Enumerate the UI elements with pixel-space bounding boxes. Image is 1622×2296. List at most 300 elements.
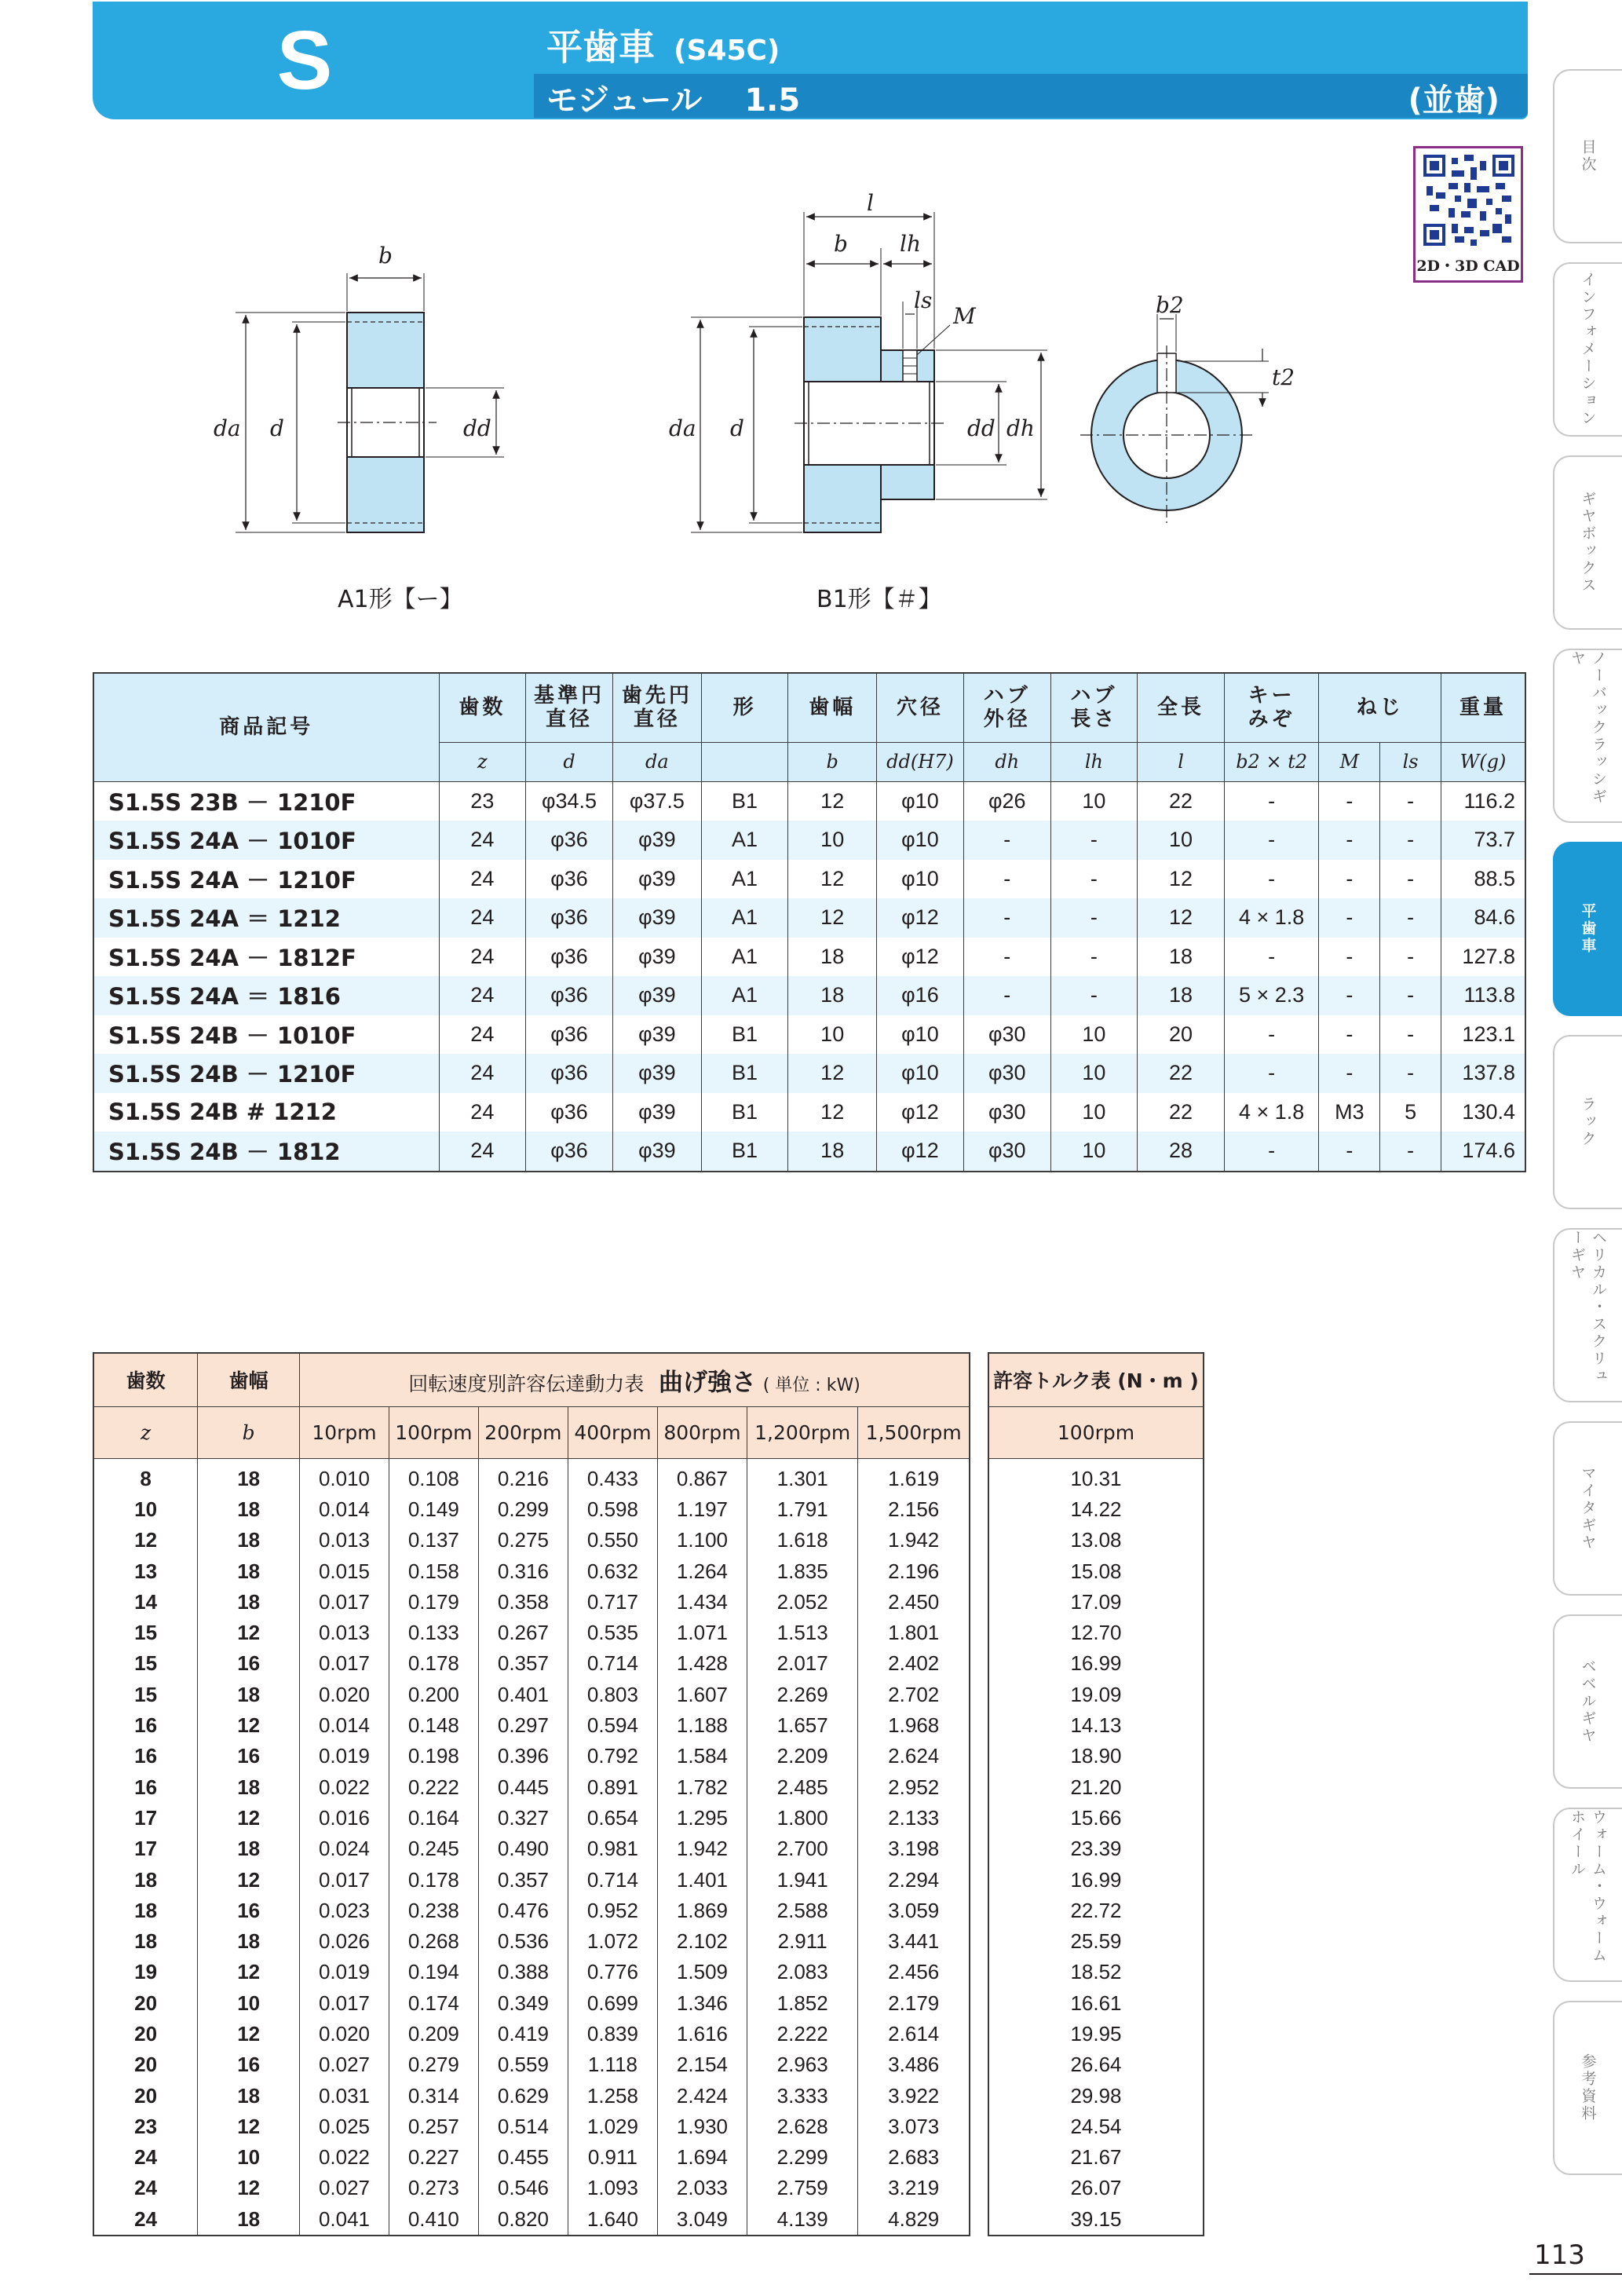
spec-cell: φ39 xyxy=(612,821,701,860)
pw-width-label: 歯幅 xyxy=(228,1369,269,1393)
spec-cell: φ12 xyxy=(877,898,964,938)
tq-value: 19.09 xyxy=(1070,1682,1122,1706)
spec-cell: - xyxy=(1224,860,1319,899)
side-tab-reference[interactable] xyxy=(1553,2001,1622,2175)
tq-speed: 100rpm xyxy=(988,1406,1204,1458)
sym-total-len: l xyxy=(1138,742,1225,781)
spec-cell: B1 xyxy=(701,781,788,821)
pw-value: 0.490 xyxy=(478,1834,568,1864)
tq-value: 14.13 xyxy=(1070,1713,1122,1738)
pw-value: 0.297 xyxy=(478,1710,568,1741)
pw-teeth: 15 xyxy=(93,1618,198,1648)
label-m: M xyxy=(953,303,976,329)
cad-qr-link[interactable] xyxy=(1413,146,1523,283)
side-tab-information[interactable] xyxy=(1553,262,1622,437)
side-tab-bevel[interactable] xyxy=(1553,1614,1622,1789)
spec-cell: φ30 xyxy=(963,1054,1050,1093)
torque-row xyxy=(988,1771,1204,1802)
col-pitch-dia: 基準円 直径 xyxy=(526,673,613,742)
pw-value: 0.013 xyxy=(300,1618,389,1648)
sym-teeth: z xyxy=(439,742,526,781)
pw-teeth: 13 xyxy=(93,1556,198,1586)
pw-value: 1.607 xyxy=(657,1680,747,1710)
power-row xyxy=(93,2080,970,2111)
pw-value: 1.640 xyxy=(568,2204,657,2236)
keyway-end-view xyxy=(1080,314,1269,523)
col-keyway: キー みぞ xyxy=(1224,673,1319,742)
label-t2: t2 xyxy=(1272,364,1295,390)
product-code: S1.5S 24B # 1212 xyxy=(93,1093,439,1132)
spec-cell: 22 xyxy=(1138,781,1225,821)
spec-cell: - xyxy=(1380,821,1441,860)
pw-value: 1.093 xyxy=(568,2173,657,2203)
spec-cell: 28 xyxy=(1138,1132,1225,1172)
spec-cell: φ10 xyxy=(877,860,964,899)
spec-cell: 12 xyxy=(788,860,877,899)
pw-value: 2.017 xyxy=(747,1648,857,1679)
spec-cell: φ36 xyxy=(526,1132,613,1172)
spec-cell: 5 × 2.3 xyxy=(1224,976,1319,1015)
pw-value: 2.456 xyxy=(858,1957,970,1987)
spec-cell: φ36 xyxy=(526,898,613,938)
pw-value: 2.424 xyxy=(657,2080,747,2111)
tq-value: 18.90 xyxy=(1070,1744,1122,1768)
tq-value: 10.31 xyxy=(1070,1466,1122,1490)
spec-cell: 137.8 xyxy=(1441,1054,1526,1093)
pw-value: 0.349 xyxy=(478,1988,568,2019)
torque-table xyxy=(988,1352,1204,2236)
pw-teeth: 10 xyxy=(93,1494,198,1525)
pw-value: 1.197 xyxy=(657,1494,747,1525)
pw-value: 0.268 xyxy=(389,1926,478,1957)
pw-value: 2.156 xyxy=(858,1494,970,1525)
pw-title-unit: ( 単位 : kW) xyxy=(762,1375,860,1395)
power-row xyxy=(93,1834,970,1864)
spec-cell: - xyxy=(963,938,1050,977)
spec-table xyxy=(93,672,1526,1172)
torque-row xyxy=(988,1648,1204,1679)
spec-cell: - xyxy=(1224,781,1319,821)
pw-width: 16 xyxy=(198,2049,300,2080)
pw-title xyxy=(300,1353,970,1406)
spec-cell: φ37.5 xyxy=(612,781,701,821)
sym-bore: dd(H7) xyxy=(877,742,964,781)
tq-value: 18.52 xyxy=(1070,1960,1122,1984)
power-row xyxy=(93,1741,970,1771)
pw-value: 0.981 xyxy=(568,1834,657,1864)
torque-row xyxy=(988,1710,1204,1741)
pw-value: 0.299 xyxy=(478,1494,568,1525)
pw-value: 0.396 xyxy=(478,1741,568,1771)
side-tab-label: ノーバックラッシギヤ xyxy=(1569,650,1607,806)
spec-row xyxy=(93,781,1525,821)
sym-face-width: b xyxy=(788,742,877,781)
spec-cell: M3 xyxy=(1319,1093,1380,1132)
product-code: S1.5S 24A ＝ 1212 xyxy=(93,898,439,938)
pw-value: 1.301 xyxy=(747,1458,857,1494)
spec-cell: B1 xyxy=(701,1015,788,1055)
spec-cell: - xyxy=(1050,898,1138,938)
pw-value: 2.402 xyxy=(858,1648,970,1679)
pw-value: 0.178 xyxy=(389,1864,478,1895)
pw-value: 2.759 xyxy=(747,2173,857,2203)
label-dd-b1: dd xyxy=(967,415,995,441)
col-hub-dia: ハブ 外径 xyxy=(963,673,1050,742)
spec-cell: 73.7 xyxy=(1441,821,1526,860)
pw-speed-header: 800rpm xyxy=(657,1406,747,1458)
pw-value: 3.198 xyxy=(858,1834,970,1864)
tq-value: 24.54 xyxy=(1070,2114,1122,2138)
pw-teeth: 23 xyxy=(93,2111,198,2142)
spec-cell: - xyxy=(1224,938,1319,977)
spec-cell: φ12 xyxy=(877,938,964,977)
pw-value: 2.133 xyxy=(858,1803,970,1834)
pw-value: 1.835 xyxy=(747,1556,857,1586)
side-tab-contents[interactable] xyxy=(1553,69,1622,243)
pw-value: 0.019 xyxy=(300,1957,389,1987)
pw-width: 12 xyxy=(198,1803,300,1834)
product-code: S1.5S 24B － 1010F xyxy=(93,1015,439,1055)
spec-cell: - xyxy=(963,821,1050,860)
label-b: b xyxy=(378,243,393,269)
page-number-rule xyxy=(1529,2273,1622,2275)
pw-width: 16 xyxy=(198,1648,300,1679)
pw-value: 2.702 xyxy=(858,1680,970,1710)
pw-value: 0.717 xyxy=(568,1587,657,1618)
label-dh: dh xyxy=(1006,415,1035,441)
spec-cell: 22 xyxy=(1138,1093,1225,1132)
spec-cell: - xyxy=(1380,860,1441,899)
tq-value: 23.39 xyxy=(1070,1837,1122,1861)
pw-value: 1.509 xyxy=(657,1957,747,1987)
pw-width: 12 xyxy=(198,1710,300,1741)
side-tab-label: ベベルギヤ xyxy=(1579,1658,1597,1745)
pw-teeth: 14 xyxy=(93,1587,198,1618)
module-value: 1.5 xyxy=(744,82,801,119)
pw-teeth: 18 xyxy=(93,1926,198,1957)
torque-row xyxy=(988,1864,1204,1895)
pw-col-teeth xyxy=(93,1353,198,1406)
pw-teeth: 16 xyxy=(93,1771,198,1802)
spec-cell: - xyxy=(1319,821,1380,860)
spec-cell: A1 xyxy=(701,938,788,977)
tq-value: 22.72 xyxy=(1070,1898,1122,1922)
spec-cell: - xyxy=(1319,976,1380,1015)
spec-cell: - xyxy=(963,976,1050,1015)
qr-label: 2D・3D CAD xyxy=(1416,258,1520,275)
col-code: 商品記号 xyxy=(93,673,439,781)
torque-row xyxy=(988,1988,1204,2019)
pw-width: 18 xyxy=(198,1458,300,1494)
pw-value: 0.027 xyxy=(300,2049,389,2080)
pw-value: 1.434 xyxy=(657,1587,747,1618)
pw-value: 0.314 xyxy=(389,2080,478,2111)
pw-value: 0.267 xyxy=(478,1618,568,1648)
pw-value: 0.015 xyxy=(300,1556,389,1586)
pw-value: 0.041 xyxy=(300,2204,389,2236)
tq-value: 15.66 xyxy=(1070,1805,1122,1830)
spec-cell: 10 xyxy=(1050,1015,1138,1055)
pw-teeth: 16 xyxy=(93,1710,198,1741)
spec-cell: 22 xyxy=(1138,1054,1225,1093)
spec-cell: B1 xyxy=(701,1132,788,1172)
spec-cell: - xyxy=(1224,1132,1319,1172)
pw-value: 0.911 xyxy=(568,2142,657,2173)
product-code: S1.5S 24A － 1812F xyxy=(93,938,439,977)
pw-value: 0.357 xyxy=(478,1648,568,1679)
pw-teeth: 16 xyxy=(93,1741,198,1771)
spec-cell: 24 xyxy=(439,821,526,860)
pw-value: 1.800 xyxy=(747,1803,857,1834)
sym-screw-m: M xyxy=(1319,742,1380,781)
pw-value: 1.694 xyxy=(657,2142,747,2173)
pw-value: 2.628 xyxy=(747,2111,857,2142)
torque-row xyxy=(988,1803,1204,1834)
pw-speed-header: 1,200rpm xyxy=(747,1406,857,1458)
pw-width: 18 xyxy=(198,1494,300,1525)
pw-width: 18 xyxy=(198,1525,300,1556)
pw-width: 10 xyxy=(198,1988,300,2019)
spec-row xyxy=(93,821,1525,860)
spec-cell: 12 xyxy=(1138,898,1225,938)
label-da-b1: da xyxy=(669,415,696,441)
spec-cell: 10 xyxy=(1050,1054,1138,1093)
pw-value: 2.154 xyxy=(657,2049,747,2080)
col-teeth: 歯数 xyxy=(439,673,526,742)
spec-cell: - xyxy=(1319,1132,1380,1172)
pw-value: 0.108 xyxy=(389,1458,478,1494)
pw-value: 3.333 xyxy=(747,2080,857,2111)
label-l: l xyxy=(867,190,874,216)
pw-value: 0.699 xyxy=(568,1988,657,2019)
pw-teeth: 24 xyxy=(93,2173,198,2203)
spec-cell: - xyxy=(1050,860,1138,899)
pw-value: 0.535 xyxy=(568,1618,657,1648)
side-tab-helical[interactable] xyxy=(1553,1228,1622,1402)
pw-value: 0.148 xyxy=(389,1710,478,1741)
spec-cell: φ39 xyxy=(612,898,701,938)
pw-value: 0.010 xyxy=(300,1458,389,1494)
pw-value: 0.536 xyxy=(478,1926,568,1957)
pw-value: 1.852 xyxy=(747,1988,857,2019)
pw-value: 3.922 xyxy=(858,2080,970,2111)
side-tab-spur-gear[interactable] xyxy=(1553,842,1622,1016)
spec-cell: A1 xyxy=(701,976,788,1015)
spec-cell: 24 xyxy=(439,1015,526,1055)
power-row xyxy=(93,1680,970,1710)
pw-value: 0.419 xyxy=(478,2019,568,2049)
label-lh: lh xyxy=(900,231,921,257)
torque-row xyxy=(988,1834,1204,1864)
tq-value: 26.07 xyxy=(1070,2176,1122,2200)
power-row xyxy=(93,1648,970,1679)
pw-value: 1.801 xyxy=(858,1618,970,1648)
torque-row xyxy=(988,2049,1204,2080)
pw-teeth: 24 xyxy=(93,2204,198,2236)
pw-value: 0.017 xyxy=(300,1988,389,2019)
spec-cell: 12 xyxy=(788,1093,877,1132)
pw-value: 1.346 xyxy=(657,1988,747,2019)
pw-width: 12 xyxy=(198,1957,300,1987)
spec-cell: 18 xyxy=(788,938,877,977)
pw-value: 0.031 xyxy=(300,2080,389,2111)
spec-cell: A1 xyxy=(701,821,788,860)
b1-gear-drawing xyxy=(691,212,1047,532)
tq-value: 39.15 xyxy=(1070,2206,1122,2231)
spec-cell: - xyxy=(1319,781,1380,821)
spec-cell: - xyxy=(1224,1015,1319,1055)
spec-cell: A1 xyxy=(701,898,788,938)
side-tab-no-backlash[interactable] xyxy=(1553,649,1622,823)
col-hub-len: ハブ 長さ xyxy=(1050,673,1138,742)
label-d-b1: d xyxy=(730,415,744,441)
pw-value: 0.598 xyxy=(568,1494,657,1525)
spec-cell: φ39 xyxy=(612,1015,701,1055)
pw-value: 1.618 xyxy=(747,1525,857,1556)
tq-value: 17.09 xyxy=(1070,1589,1122,1614)
spec-cell: φ10 xyxy=(877,821,964,860)
spec-cell: 24 xyxy=(439,1132,526,1172)
spec-cell: 20 xyxy=(1138,1015,1225,1055)
spec-cell: - xyxy=(1380,781,1441,821)
spec-cell: - xyxy=(1050,821,1138,860)
col-screw: ねじ xyxy=(1319,673,1441,742)
spec-cell: 84.6 xyxy=(1441,898,1526,938)
pw-width: 18 xyxy=(198,2080,300,2111)
torque-row xyxy=(988,2080,1204,2111)
pw-value: 1.295 xyxy=(657,1803,747,1834)
spec-cell: 12 xyxy=(788,898,877,938)
qr-code-icon xyxy=(1423,155,1514,246)
spec-cell: φ36 xyxy=(526,821,613,860)
pw-value: 1.941 xyxy=(747,1864,857,1895)
spec-cell: 10 xyxy=(1050,781,1138,821)
pw-speed-header: 200rpm xyxy=(478,1406,568,1458)
spec-cell: 18 xyxy=(788,976,877,1015)
spec-cell: 116.2 xyxy=(1441,781,1526,821)
side-tab-miter[interactable] xyxy=(1553,1421,1622,1596)
power-table xyxy=(93,1352,970,2236)
col-tip-dia: 歯先円 直径 xyxy=(612,673,701,742)
sym-tip-dia: da xyxy=(612,742,701,781)
tq-value: 26.64 xyxy=(1070,2053,1122,2077)
spec-cell: B1 xyxy=(701,1054,788,1093)
pw-value: 0.714 xyxy=(568,1648,657,1679)
pw-value: 4.139 xyxy=(747,2204,857,2236)
pw-width: 18 xyxy=(198,2204,300,2236)
spec-cell: - xyxy=(1319,898,1380,938)
pw-value: 2.952 xyxy=(858,1771,970,1802)
spec-cell: φ39 xyxy=(612,1132,701,1172)
spec-cell: φ10 xyxy=(877,781,964,821)
pw-value: 2.102 xyxy=(657,1926,747,1957)
pw-value: 0.023 xyxy=(300,1896,389,1926)
spec-cell: 24 xyxy=(439,938,526,977)
torque-row xyxy=(988,1741,1204,1771)
sym-hub-len: lh xyxy=(1050,742,1138,781)
power-row xyxy=(93,1771,970,1802)
power-row xyxy=(93,1587,970,1618)
pw-teeth: 18 xyxy=(93,1896,198,1926)
power-row xyxy=(93,1864,970,1895)
pw-value: 0.020 xyxy=(300,2019,389,2049)
tq-value: 16.61 xyxy=(1070,1991,1122,2015)
pw-value: 2.624 xyxy=(858,1741,970,1771)
pw-teeth: 15 xyxy=(93,1648,198,1679)
pw-width: 16 xyxy=(198,1741,300,1771)
pw-col-width xyxy=(198,1353,300,1406)
pw-width: 18 xyxy=(198,1587,300,1618)
pw-sym-width: b xyxy=(198,1406,300,1458)
pw-value: 0.200 xyxy=(389,1680,478,1710)
spec-cell: - xyxy=(1380,976,1441,1015)
spec-cell: - xyxy=(1050,976,1138,1015)
pw-value: 0.227 xyxy=(389,2142,478,2173)
pw-value: 0.357 xyxy=(478,1864,568,1895)
tq-value: 14.22 xyxy=(1070,1497,1122,1521)
spec-cell: φ12 xyxy=(877,1132,964,1172)
pw-value: 0.654 xyxy=(568,1803,657,1834)
side-tab-label: インフォメーション xyxy=(1579,272,1597,427)
pw-width: 18 xyxy=(198,1680,300,1710)
side-tab-worm[interactable] xyxy=(1553,1808,1622,1982)
pw-value: 0.222 xyxy=(389,1771,478,1802)
pw-value: 3.441 xyxy=(858,1926,970,1957)
spec-cell: 113.8 xyxy=(1441,976,1526,1015)
pw-speed-header: 400rpm xyxy=(568,1406,657,1458)
pw-width: 12 xyxy=(198,1618,300,1648)
spec-cell: - xyxy=(1319,1015,1380,1055)
spec-cell: - xyxy=(1380,898,1441,938)
torque-row xyxy=(988,1896,1204,1926)
pw-value: 2.294 xyxy=(858,1864,970,1895)
torque-row xyxy=(988,1680,1204,1710)
torque-row xyxy=(988,2019,1204,2049)
spec-cell: 130.4 xyxy=(1441,1093,1526,1132)
pw-value: 0.358 xyxy=(478,1587,568,1618)
pw-value: 0.194 xyxy=(389,1957,478,1987)
side-tab-label: 参考資料 xyxy=(1579,2053,1597,2122)
spec-cell: φ34.5 xyxy=(526,781,613,821)
power-row xyxy=(93,1618,970,1648)
side-tab-gearbox[interactable] xyxy=(1553,455,1622,630)
pw-value: 0.839 xyxy=(568,2019,657,2049)
spec-cell: - xyxy=(1319,938,1380,977)
torque-row xyxy=(988,1587,1204,1618)
pw-value: 0.792 xyxy=(568,1741,657,1771)
pw-value: 0.025 xyxy=(300,2111,389,2142)
spec-cell: - xyxy=(1319,860,1380,899)
spec-cell: 12 xyxy=(788,781,877,821)
power-row xyxy=(93,1926,970,1957)
pw-value: 0.445 xyxy=(478,1771,568,1802)
power-row xyxy=(93,1525,970,1556)
spec-cell: - xyxy=(1380,1132,1441,1172)
pw-value: 2.033 xyxy=(657,2173,747,2203)
spec-cell: 10 xyxy=(788,1015,877,1055)
pw-value: 0.273 xyxy=(389,2173,478,2203)
side-tab-label: ウォーム・ウォームホイール xyxy=(1569,1809,1607,1965)
torque-row xyxy=(988,1618,1204,1648)
torque-row xyxy=(988,2204,1204,2236)
pw-value: 0.014 xyxy=(300,1494,389,1525)
torque-row xyxy=(988,2142,1204,2173)
pw-value: 0.137 xyxy=(389,1525,478,1556)
pw-teeth: 20 xyxy=(93,1988,198,2019)
pw-value: 0.632 xyxy=(568,1556,657,1586)
spec-row xyxy=(93,1132,1525,1172)
side-tab-rack[interactable] xyxy=(1553,1035,1622,1209)
